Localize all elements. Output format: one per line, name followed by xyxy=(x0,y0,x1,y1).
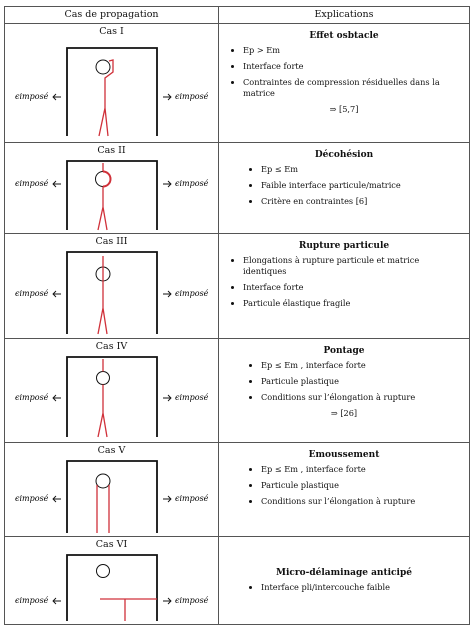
explanation-list xyxy=(225,255,463,309)
list-item: • Interface forte xyxy=(243,282,463,293)
list-item: • Conditions sur l’élongation à rupture xyxy=(261,392,463,403)
explanation-title: Décohésion xyxy=(314,150,374,160)
list-item: • Interface forte xyxy=(243,61,463,72)
list-item: • Ep ≤ Em , interface forte xyxy=(261,360,463,371)
case-diagram xyxy=(5,38,219,138)
case-title: Cas III xyxy=(95,236,128,247)
list-item: • Particule élastique fragile xyxy=(243,298,463,309)
explanation-title: Effet osbtacle xyxy=(309,31,379,41)
case-cell xyxy=(5,537,219,625)
list-item: • Ep ≤ Em , interface forte xyxy=(261,464,463,475)
case-diagram xyxy=(5,457,219,535)
strain-label-left: ϵimposé xyxy=(15,596,49,605)
strain-label-left: ϵimposé xyxy=(15,393,49,402)
explanation-cell xyxy=(219,24,470,143)
explanation-title: Emoussement xyxy=(308,450,380,460)
case-cell xyxy=(5,234,219,339)
explanation-list xyxy=(225,360,463,403)
explanation-list xyxy=(225,464,463,507)
case-diagram xyxy=(5,157,219,232)
case-title: Cas IV xyxy=(95,341,128,352)
explanation-title: Pontage xyxy=(323,346,365,356)
case-cell xyxy=(5,24,219,143)
strain-label-right: ϵimposé xyxy=(175,393,209,402)
propagation-table xyxy=(4,6,470,625)
list-item: • Contraintes de compression résiduelles dans la matrice xyxy=(243,77,463,99)
strain-label-left: ϵimposé xyxy=(15,494,49,503)
explanation-list xyxy=(225,164,463,207)
case-diagram xyxy=(5,551,219,623)
case-cell xyxy=(5,443,219,537)
list-item: • Faible interface particule/matrice xyxy=(261,180,463,191)
explanation-cell xyxy=(219,143,470,234)
explanation-cell xyxy=(219,339,470,443)
explanation-list xyxy=(225,45,463,99)
explanation-cell xyxy=(219,443,470,537)
explanation-list xyxy=(225,582,463,593)
explanation-cell xyxy=(219,234,470,339)
table-row xyxy=(5,234,470,339)
reference: ⇒ [26] xyxy=(330,408,358,419)
case-cell xyxy=(5,339,219,443)
reference: ⇒ [5,7] xyxy=(329,104,359,115)
table-row xyxy=(5,443,470,537)
case-title: Cas I xyxy=(99,26,124,37)
case-title: Cas II xyxy=(97,145,126,156)
list-item: • Ep ≤ Em xyxy=(261,164,463,175)
list-item: • Interface pli/intercouche faible xyxy=(261,582,463,593)
strain-label-right: ϵimposé xyxy=(175,289,209,298)
case-cell xyxy=(5,143,219,234)
table-row xyxy=(5,24,470,143)
explanation-title: Rupture particule xyxy=(298,241,390,251)
strain-label-right: ϵimposé xyxy=(175,494,209,503)
header-case: Cas de propagation xyxy=(5,7,219,24)
strain-label-left: ϵimposé xyxy=(15,92,49,101)
case-title: Cas V xyxy=(97,445,126,456)
list-item: • Particule plastique xyxy=(261,480,463,491)
list-item: • Conditions sur l’élongation à rupture xyxy=(261,496,463,507)
strain-label-right: ϵimposé xyxy=(175,92,209,101)
case-title: Cas VI xyxy=(95,539,128,550)
strain-label-right: ϵimposé xyxy=(175,179,209,188)
strain-label-left: ϵimposé xyxy=(15,289,49,298)
table-row xyxy=(5,143,470,234)
table-row xyxy=(5,537,470,625)
header-row xyxy=(5,7,470,24)
list-item: • Particule plastique xyxy=(261,376,463,387)
case-diagram xyxy=(5,353,219,439)
list-item: • Elongations à rupture particule et matrice identiques xyxy=(243,255,463,277)
list-item: • Ep > Em xyxy=(243,45,463,56)
strain-label-right: ϵimposé xyxy=(175,596,209,605)
strain-label-left: ϵimposé xyxy=(15,179,49,188)
case-diagram xyxy=(5,248,219,336)
explanation-cell xyxy=(219,537,470,625)
explanation-title: Micro-délaminage anticipé xyxy=(276,568,412,578)
list-item: • Critère en contraintes [6] xyxy=(261,196,463,207)
header-explanation: Explications xyxy=(219,7,470,24)
table-row xyxy=(5,339,470,443)
